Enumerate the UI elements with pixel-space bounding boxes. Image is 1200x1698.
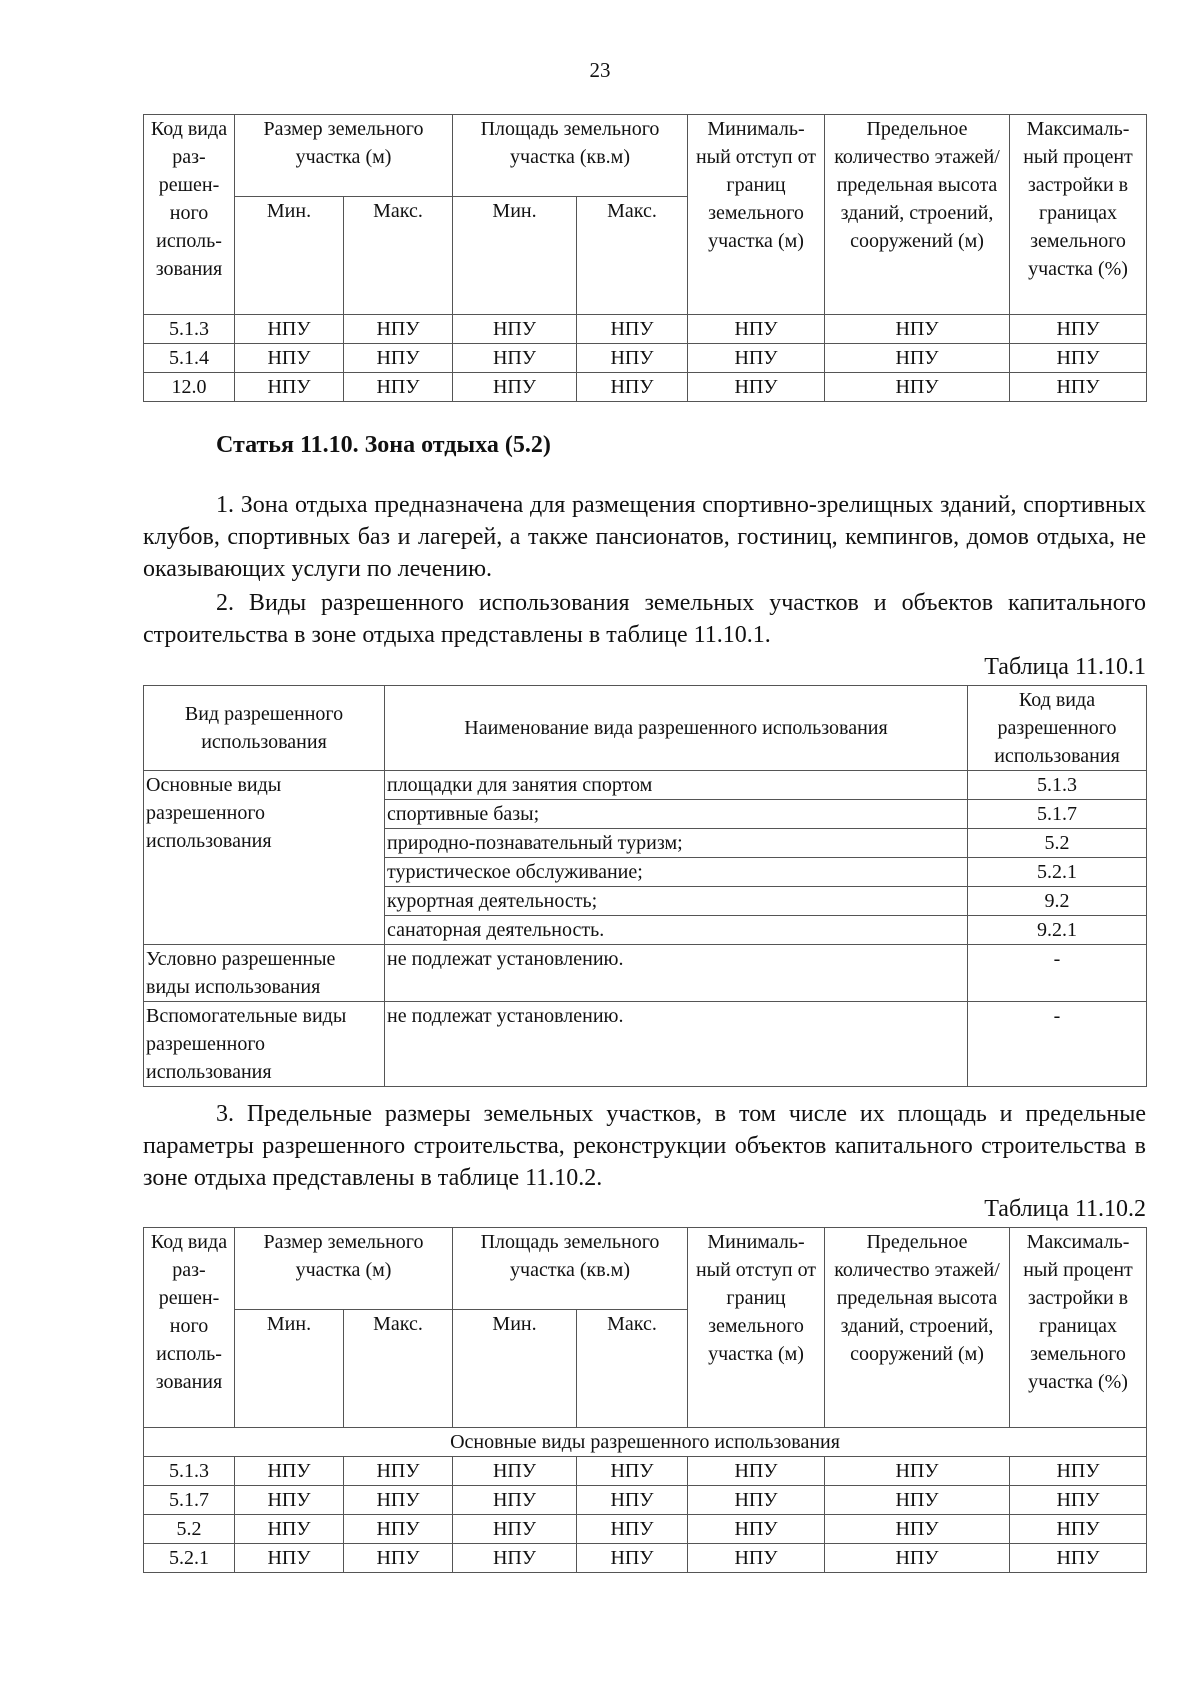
table-cell: НПУ: [825, 1457, 1010, 1486]
use-code: 9.2.1: [968, 916, 1147, 945]
use-name: не подлежат установлению.: [385, 945, 968, 1002]
use-code: -: [968, 1002, 1147, 1087]
table-cell: НПУ: [1010, 1544, 1147, 1573]
table-cell: НПУ: [688, 1457, 825, 1486]
header-min: Мин.: [235, 1310, 344, 1428]
table-cell: НПУ: [825, 373, 1010, 402]
header-max: Макс.: [344, 1310, 453, 1428]
use-code: 9.2: [968, 887, 1147, 916]
table-header-row: [144, 686, 1147, 771]
header-min: Мин.: [453, 197, 577, 315]
table-row: [144, 344, 1147, 373]
header-area: Площадь земельного участка (кв.м): [453, 115, 688, 197]
cell-code: 5.1.4: [144, 344, 235, 373]
table-cell: НПУ: [344, 1486, 453, 1515]
cell-code: 5.1.3: [144, 315, 235, 344]
header-max: Макс.: [577, 1310, 688, 1428]
table-cell: НПУ: [344, 373, 453, 402]
header-min: Мин.: [235, 197, 344, 315]
header-floors: Предельное количество этажей/ предельная высота зданий, строений, сооружений (м): [825, 1228, 1010, 1428]
use-code: -: [968, 945, 1147, 1002]
table-cell: НПУ: [577, 373, 688, 402]
header-setback: Минималь-ный отступ от границ земельного участка (м): [688, 115, 825, 315]
table-cell: НПУ: [235, 1515, 344, 1544]
table-cell: НПУ: [1010, 344, 1147, 373]
cell-code: 5.1.3: [144, 1457, 235, 1486]
cell-code: 5.2.1: [144, 1544, 235, 1573]
table-cell: НПУ: [1010, 373, 1147, 402]
table-cell: НПУ: [235, 344, 344, 373]
table-cell: НПУ: [1010, 1457, 1147, 1486]
header-floors: Предельное количество этажей/ предельная высота зданий, строений, сооружений (м): [825, 115, 1010, 315]
table-cell: НПУ: [688, 1486, 825, 1515]
use-name: площадки для занятия спортом: [385, 771, 968, 800]
header-size: Размер земельного участка (м): [235, 1228, 453, 1310]
table-row: [144, 1486, 1147, 1515]
table-cell: НПУ: [235, 1457, 344, 1486]
table-cell: НПУ: [577, 315, 688, 344]
table-cell: НПУ: [235, 1544, 344, 1573]
header-percent: Максималь-ный процент застройки в границах земельного участка (%): [1010, 115, 1147, 315]
table-cell: НПУ: [235, 315, 344, 344]
table-cell: НПУ: [235, 373, 344, 402]
paragraph-3: 3. Предельные размеры земельных участков, в том числе их площадь и предельные параметры разрешенного строительства, реконструкции объектов капитального строительства в зоне отдыха представлены в таблице 11.10.2.: [143, 1101, 1146, 1191]
table-cell: НПУ: [825, 1515, 1010, 1544]
table-cell: НПУ: [344, 1515, 453, 1544]
paragraph-2: 2. Виды разрешенного использования земельных участков и объектов капитального строительства в зоне отдыха представлены в таблице 11.10.1.: [143, 590, 1146, 648]
table-cell: НПУ: [825, 1544, 1010, 1573]
table-row: [144, 771, 1147, 800]
header-code: Код вида разрешенного использования: [968, 686, 1147, 771]
table-cell: НПУ: [453, 1457, 577, 1486]
table-row: [144, 1515, 1147, 1544]
table-cell: НПУ: [235, 1486, 344, 1515]
table-row: [144, 1457, 1147, 1486]
table-cell: НПУ: [453, 1544, 577, 1573]
use-name: не подлежат установлению.: [385, 1002, 968, 1087]
use-name: санаторная деятельность.: [385, 916, 968, 945]
table-cell: НПУ: [344, 344, 453, 373]
table-cell: НПУ: [577, 344, 688, 373]
table-cell: НПУ: [1010, 315, 1147, 344]
cell-code: 5.1.7: [144, 1486, 235, 1515]
use-code: 5.1.7: [968, 800, 1147, 829]
table-cell: НПУ: [1010, 1515, 1147, 1544]
paragraph-1: 1. Зона отдыха предназначена для размещения спортивно-зрелищных зданий, спортивных клубов, спортивных баз и лагерей, а также пансионатов, гостиниц, кемпингов, домов отдыха, не оказывающих услуги по лечению.: [143, 492, 1146, 582]
header-kind: Вид разрешенного использования: [144, 686, 385, 771]
table-cell: НПУ: [688, 1544, 825, 1573]
params-table-top: [143, 114, 1147, 402]
table-cell: НПУ: [453, 1515, 577, 1544]
table-row: [144, 1002, 1147, 1087]
use-name: спортивные базы;: [385, 800, 968, 829]
table-cell: НПУ: [1010, 1486, 1147, 1515]
table-cell: НПУ: [825, 344, 1010, 373]
use-name: туристическое обслуживание;: [385, 858, 968, 887]
params-table-bottom: [143, 1227, 1147, 1573]
table-caption-2: Таблица 11.10.2: [984, 1196, 1146, 1222]
header-max: Макс.: [344, 197, 453, 315]
header-max: Макс.: [577, 197, 688, 315]
page-number: 23: [589, 58, 611, 82]
table-cell: НПУ: [577, 1457, 688, 1486]
table-cell: НПУ: [453, 315, 577, 344]
use-code: 5.2: [968, 829, 1147, 858]
header-name: Наименование вида разрешенного использования: [385, 686, 968, 771]
table-header-row: [144, 1228, 1147, 1310]
table-row: [144, 373, 1147, 402]
table-cell: НПУ: [825, 1486, 1010, 1515]
table-cell: НПУ: [577, 1544, 688, 1573]
table-cell: НПУ: [344, 1457, 453, 1486]
table-cell: НПУ: [453, 1486, 577, 1515]
table-row: [144, 945, 1147, 1002]
cell-code: 5.2: [144, 1515, 235, 1544]
table-cell: НПУ: [577, 1515, 688, 1544]
table-cell: НПУ: [688, 373, 825, 402]
header-percent: Максималь-ный процент застройки в границах земельного участка (%): [1010, 1228, 1147, 1428]
table-cell: НПУ: [688, 315, 825, 344]
table-section-row: [144, 1428, 1147, 1457]
table-cell: НПУ: [453, 344, 577, 373]
header-code: Код вида раз-решен-ного исполь-зования: [144, 115, 235, 315]
table-cell: НПУ: [453, 373, 577, 402]
table-cell: НПУ: [344, 315, 453, 344]
uses-table: [143, 685, 1147, 1087]
article-title: Статья 11.10. Зона отдыха (5.2): [216, 432, 551, 458]
header-code: Код вида раз-решен-ного исполь-зования: [144, 1228, 235, 1428]
group-auxiliary: Вспомогательные виды разрешенного использования: [144, 1002, 385, 1087]
header-min: Мин.: [453, 1310, 577, 1428]
table-row: [144, 315, 1147, 344]
use-name: курортная деятельность;: [385, 887, 968, 916]
table-cell: НПУ: [688, 344, 825, 373]
group-conditional: Условно разрешенные виды использования: [144, 945, 385, 1002]
table-caption-1: Таблица 11.10.1: [984, 654, 1146, 680]
use-code: 5.1.3: [968, 771, 1147, 800]
table-header-row: [144, 115, 1147, 197]
table-cell: НПУ: [577, 1486, 688, 1515]
cell-code: 12.0: [144, 373, 235, 402]
table-cell: НПУ: [688, 1515, 825, 1544]
table-cell: НПУ: [344, 1544, 453, 1573]
header-area: Площадь земельного участка (кв.м): [453, 1228, 688, 1310]
header-size: Размер земельного участка (м): [235, 115, 453, 197]
table-row: [144, 1544, 1147, 1573]
group-main: Основные виды разрешенного использования: [144, 771, 385, 945]
section-title: Основные виды разрешенного использования: [144, 1428, 1147, 1457]
header-setback: Минималь-ный отступ от границ земельного участка (м): [688, 1228, 825, 1428]
use-code: 5.2.1: [968, 858, 1147, 887]
use-name: природно-познавательный туризм;: [385, 829, 968, 858]
table-cell: НПУ: [825, 315, 1010, 344]
